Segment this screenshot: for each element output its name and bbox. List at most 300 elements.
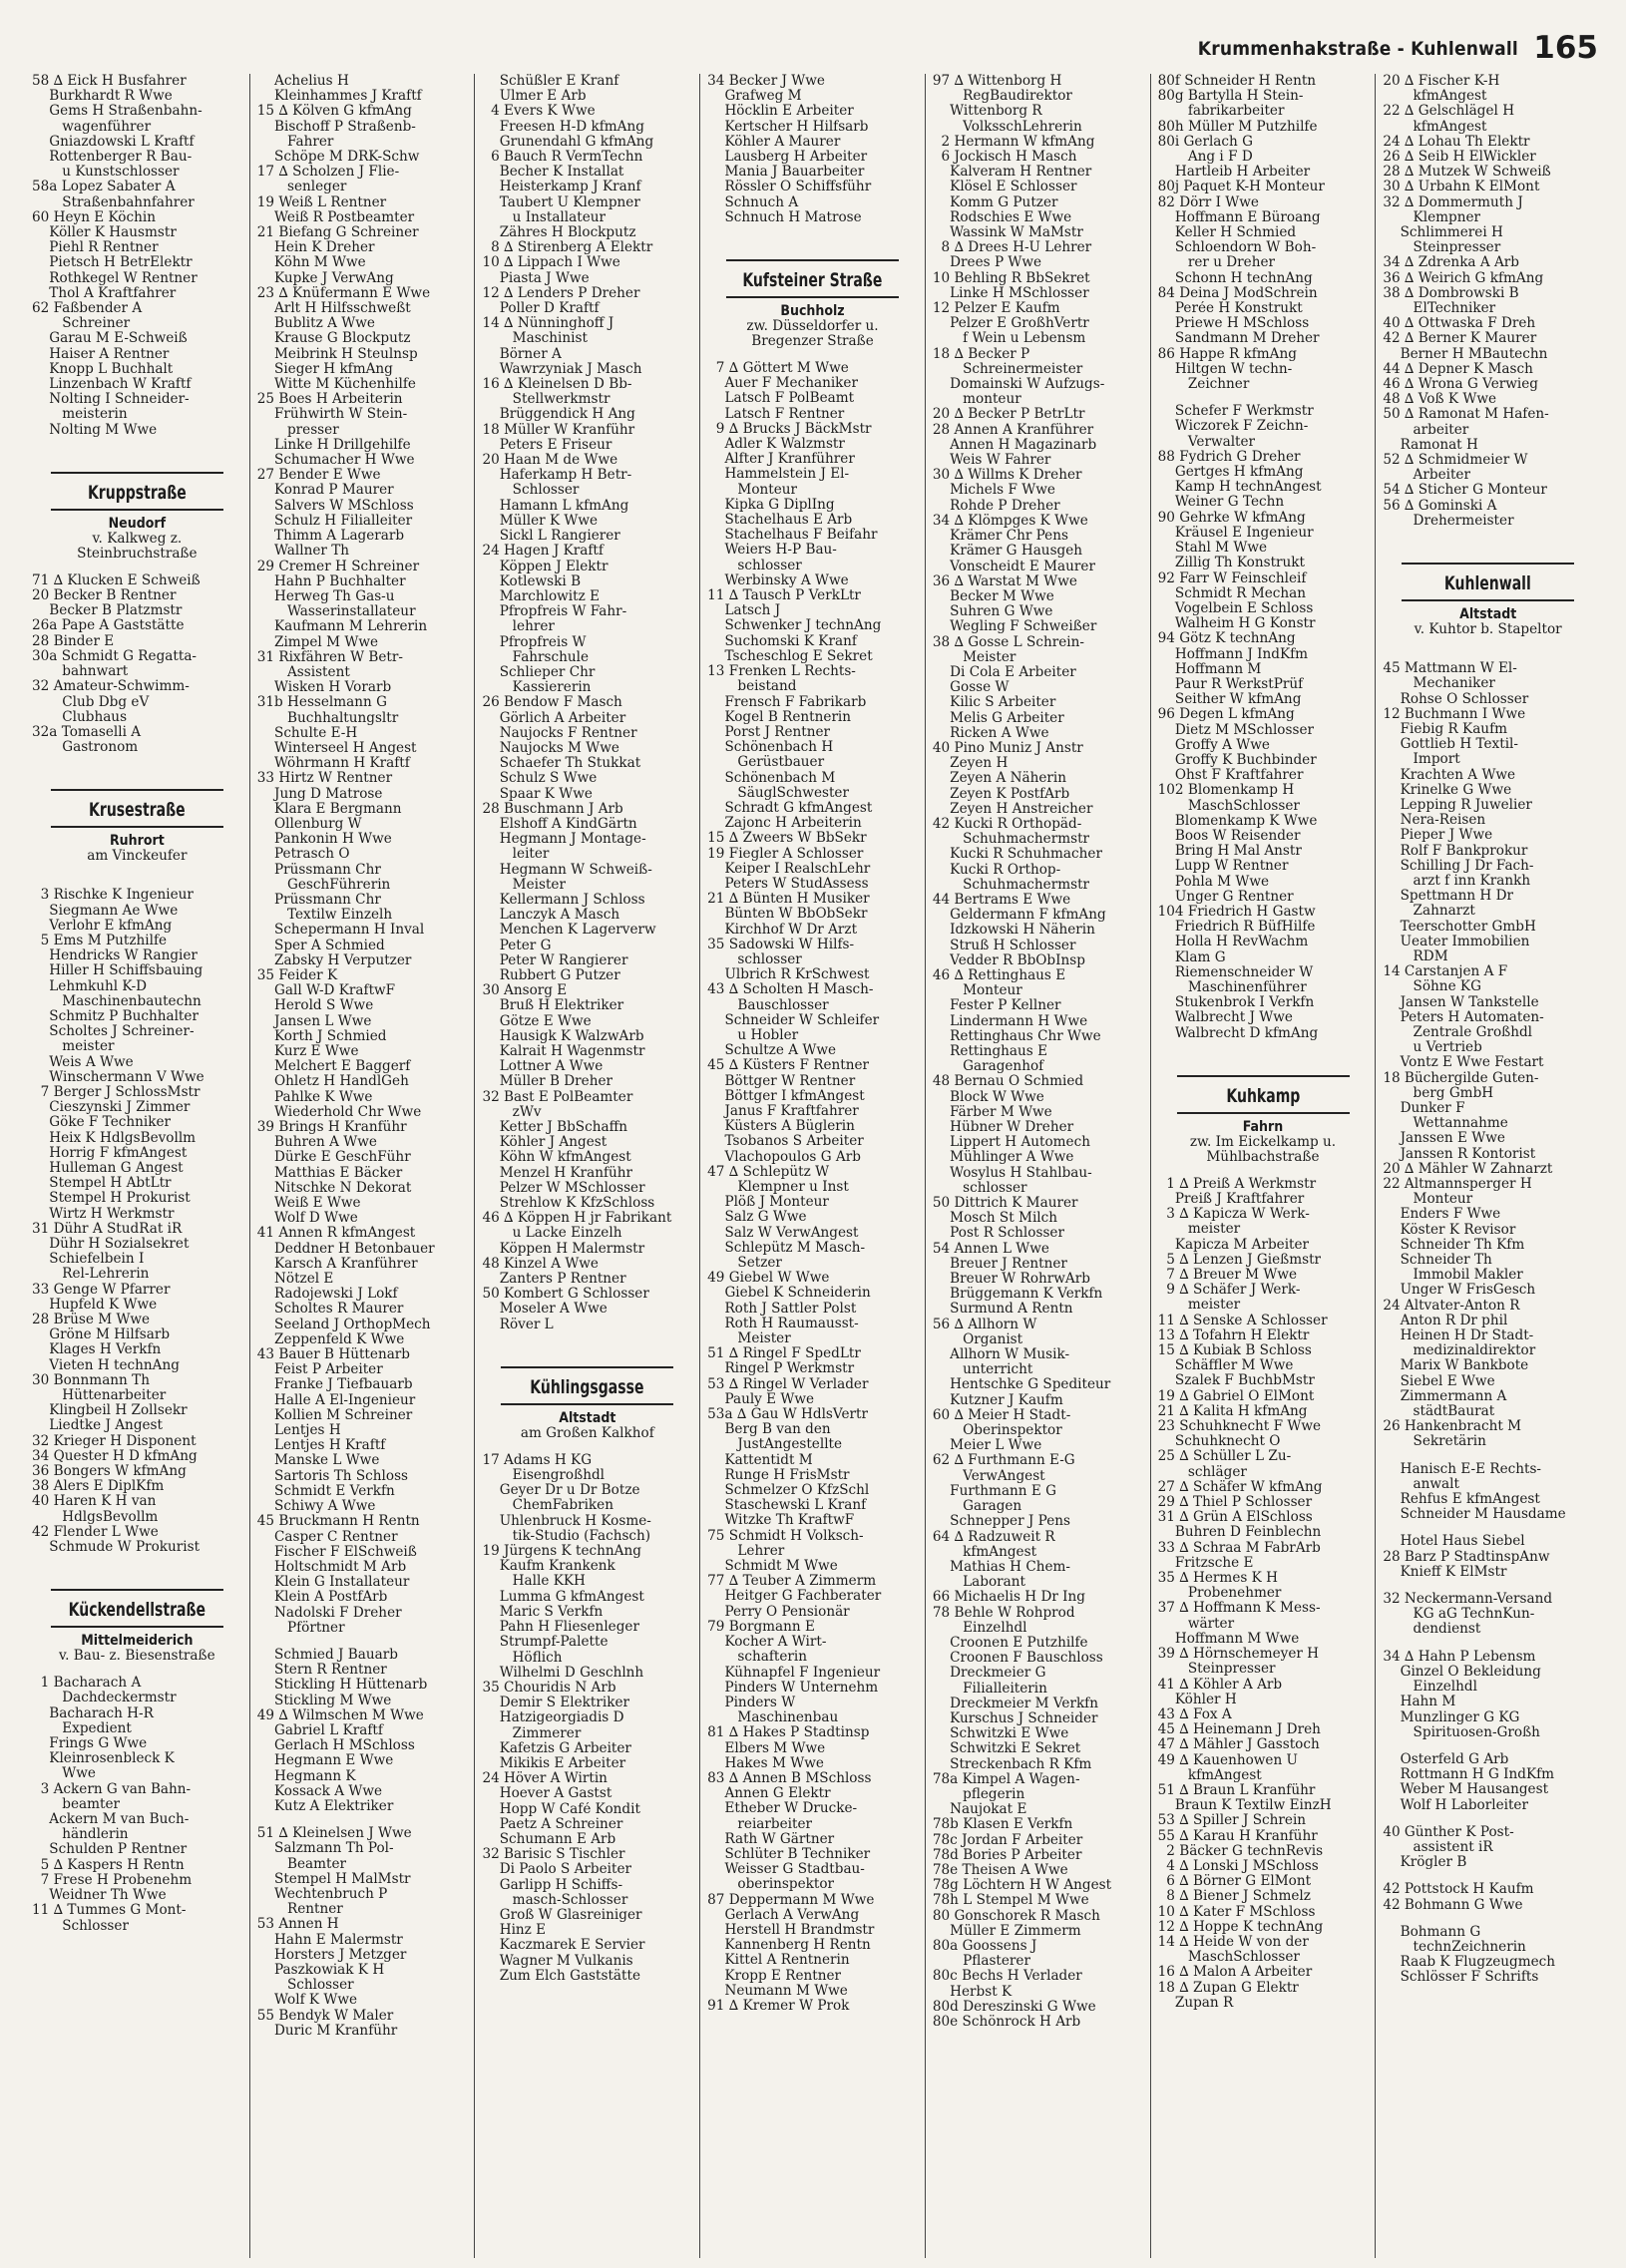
directory-entry: Club Dbg eV: [32, 694, 150, 710]
spacer: [32, 755, 242, 767]
directory-entry: fabrikarbeiter: [1157, 104, 1285, 120]
directory-entry: Halle A El-Ingenieur: [256, 1392, 416, 1408]
district-name: Fahrn: [1242, 1118, 1284, 1135]
directory-entry: 71 ∆ Klucken E Schweiß: [32, 572, 201, 588]
directory-entry: Cieszynski J Zimmer: [32, 1100, 191, 1116]
directory-entry: Paur R WerkstPrüf: [1157, 676, 1304, 692]
directory-entry: Rettinghaus E: [932, 1044, 1048, 1059]
directory-entry: Blomenkamp K Wwe: [1157, 813, 1318, 829]
directory-entry: 45 ∆ Küsters F Rentner: [707, 1058, 870, 1074]
directory-entry: Brüggendick H Ang: [482, 407, 635, 423]
directory-entry: 80e Schönrock H Arb: [932, 2015, 1081, 2030]
directory-entry: Komm G Putzer: [932, 194, 1058, 210]
directory-entry: städtBaurat: [1383, 1404, 1495, 1420]
directory-entry: Neumann M Wwe: [707, 1983, 848, 1999]
directory-entry: 35 Sadowski W Hilfs-: [707, 937, 855, 952]
directory-entry: Wechtenbruch P: [256, 1886, 388, 1902]
directory-entry: Heitger G Fachberater: [707, 1589, 882, 1605]
directory-entry: Anton R Dr phil: [1383, 1313, 1508, 1328]
directory-entry: Wisken H Vorarb: [256, 680, 392, 696]
directory-entry: Marchlowitz E: [482, 588, 600, 604]
directory-entry: wagenführer: [32, 119, 152, 135]
directory-entry: 21 ∆ Kalita H kfmAng: [1157, 1403, 1308, 1419]
spacer: [257, 1814, 468, 1826]
directory-entry: Schlosser: [482, 483, 580, 499]
directory-entry: 24 ∆ Lohau Th Elektr: [1383, 134, 1530, 150]
directory-entry: Melchert E Baggerf: [256, 1059, 411, 1075]
directory-entry: Werbinsky A Wwe: [707, 572, 849, 588]
directory-entry: presser: [256, 422, 339, 438]
directory-entry: Friedrich R BüfHilfe: [1157, 920, 1316, 936]
directory-entry: 4 ∆ Lonski J MSchloss: [1157, 1858, 1319, 1874]
directory-entry: Annen H Magazinarb: [932, 437, 1097, 453]
directory-entry: 12 Buchmann I Wwe: [1383, 706, 1526, 722]
spacer: [1383, 1870, 1593, 1882]
directory-entry: Zupan R: [1157, 1995, 1234, 2011]
spacer: [1383, 1913, 1593, 1925]
directory-entry: 16 ∆ Malon A Arbeiter: [1157, 1965, 1313, 1981]
directory-entry: Hüttenarbeiter: [32, 1388, 167, 1404]
directory-entry: 78g Löchtern H W Angest: [932, 1878, 1112, 1894]
directory-entry: Korth J Schmied: [256, 1028, 387, 1044]
directory-entry: Pieper J Wwe: [1383, 828, 1493, 844]
directory-entry: Hendricks W Rangier: [32, 948, 198, 964]
directory-entry: 34 Becker J Wwe: [707, 74, 825, 89]
directory-entry: Liedtke J Angest: [32, 1418, 163, 1434]
spacer: [1383, 541, 1593, 553]
directory-entry: Kirchhof W Dr Arzt: [707, 922, 858, 938]
directory-entry: Mühlinger A Wwe: [932, 1150, 1074, 1166]
directory-entry: Wassink W MaMstr: [932, 225, 1083, 241]
column-1: [30, 74, 249, 2258]
directory-entry: Ulbrich R KrSchwest: [707, 967, 870, 983]
directory-entry: Wawrzyniak J Masch: [482, 361, 642, 377]
directory-entry: Walbrecht J Wwe: [1157, 1010, 1293, 1026]
street-heading: Krusestraße: [51, 789, 223, 828]
directory-entry: 64 ∆ Radzuweit R: [932, 1529, 1055, 1545]
directory-entry: VolksschLehrerin: [932, 119, 1082, 135]
directory-entry: Demir S Elektriker: [482, 1696, 629, 1711]
directory-entry: Mania J Bauarbeiter: [707, 165, 865, 181]
directory-entry: Hegmann K: [256, 1768, 356, 1784]
directory-entry: Domainski W Aufzugs-: [932, 377, 1105, 393]
directory-entry: Spettmann H Dr: [1383, 889, 1513, 905]
directory-entry: 30a Schmidt G Regatta-: [32, 648, 198, 664]
directory-entry: 12 ∆ Lenders P Dreher: [482, 285, 640, 301]
directory-entry: Schlösser F Schrifts: [1383, 1970, 1539, 1986]
directory-entry: Nadolski F Dreher: [256, 1605, 402, 1621]
directory-entry: Scholtes J Schreiner-: [32, 1024, 195, 1040]
directory-entry: 78e Theisen A Wwe: [932, 1862, 1068, 1878]
directory-entry: Frings G Wwe: [32, 1736, 148, 1752]
directory-entry: Monteur: [932, 983, 1022, 999]
directory-entry: Nötzel E: [256, 1272, 334, 1288]
directory-entry: Hopp W Café Kondit: [482, 1801, 640, 1817]
spacer: [707, 349, 918, 361]
directory-entry: 32 Krieger H Disponent: [32, 1433, 197, 1449]
spacer: [707, 225, 918, 237]
directory-entry: 1 ∆ Preiß A Werkmstr: [1157, 1176, 1317, 1192]
directory-entry: 80c Bechs H Verlader: [932, 1969, 1082, 1985]
directory-entry: Rath W Gärtner: [707, 1831, 835, 1847]
directory-entry: Janssen R Kontorist: [1383, 1146, 1536, 1162]
directory-entry: 28 Binder E: [32, 633, 115, 649]
directory-entry: Keiper I RealschLehr: [707, 861, 871, 877]
directory-entry: Küsters A Büglerin: [707, 1119, 855, 1135]
directory-entry: 18 ∆ Zupan G Elektr: [1157, 1980, 1299, 1996]
directory-entry: u Hobler: [707, 1027, 799, 1043]
directory-entry: Organist: [932, 1331, 1023, 1347]
directory-entry: 6 Bauch R VermTechn: [482, 150, 643, 166]
directory-entry: anwalt: [1383, 1476, 1459, 1492]
directory-entry: Schmidt R Mechan: [1157, 585, 1307, 601]
directory-entry: Gniazdowski L Kraftf: [32, 134, 195, 150]
directory-entry: Schradt G kfmAngest: [707, 800, 873, 816]
directory-entry: Prüssmann Chr: [256, 892, 381, 908]
directory-entry: 102 Blomenkamp H: [1157, 783, 1295, 799]
directory-entry: 45 Bruckmann H Rentn: [256, 1514, 420, 1530]
directory-entry: Peters H Automaten-: [1383, 1009, 1544, 1025]
directory-entry: Croonen F Bauschloss: [932, 1651, 1103, 1667]
directory-entry: 92 Farr W Feinschleif: [1157, 570, 1307, 586]
directory-entry: Halle KKH: [482, 1574, 586, 1590]
directory-entry: Schefer F Werkmstr: [1157, 404, 1314, 420]
directory-entry: Staschewski L Kranf: [707, 1498, 867, 1514]
directory-entry: Marix W Bankbote: [1383, 1358, 1529, 1374]
directory-entry: Becher K Installat: [482, 165, 624, 181]
directory-entry: Rehfus E kfmAngest: [1383, 1492, 1540, 1508]
directory-entry: Buhren A Wwe: [256, 1135, 377, 1151]
directory-entry: monteur: [932, 392, 1021, 408]
directory-entry: 47 ∆ Mähler J Gasstoch: [1157, 1737, 1320, 1753]
directory-entry: Petrasch O: [256, 847, 350, 863]
directory-entry: Feist P Arbeiter: [256, 1362, 383, 1378]
spacer: [32, 438, 242, 450]
directory-entry: Siegmann Ae Wwe: [32, 903, 179, 919]
directory-entry: SäuglSchwester: [707, 785, 849, 801]
directory-entry: Gastronom: [32, 740, 139, 756]
directory-entry: 19 Fiegler A Schlosser: [707, 846, 864, 862]
directory-entry: 47 ∆ Schlepütz W: [707, 1164, 830, 1180]
column-5: [925, 74, 1150, 2258]
directory-entry: meister: [1157, 1222, 1241, 1238]
directory-entry: 53 ∆ Ringel W Verlader: [707, 1376, 869, 1392]
directory-entry: technZeichnerin: [1383, 1939, 1526, 1955]
directory-entry: Elbers M Wwe: [707, 1740, 826, 1756]
directory-entry: Schulz H Filialleiter: [256, 513, 413, 529]
column-6: [1150, 74, 1376, 2258]
spacer: [1158, 392, 1369, 404]
directory-entry: Kupke J VerwAng: [256, 270, 394, 286]
directory-entry: 17 ∆ Scholzen J Flie-: [256, 165, 400, 181]
directory-entry: 78d Bories P Arbeiter: [932, 1847, 1082, 1863]
directory-entry: Latsch F PolBeamt: [707, 391, 855, 407]
directory-entry: 14 ∆ Nünninghoff J: [482, 316, 614, 332]
directory-entry: Hegmann E Wwe: [256, 1753, 394, 1769]
directory-entry: Weidner Th Wwe: [32, 1888, 167, 1904]
column-3: [474, 74, 699, 2258]
directory-entry: Sper A Schmied: [256, 938, 385, 953]
directory-entry: Bublitz A Wwe: [256, 316, 375, 332]
directory-entry: 26 Bendow F Masch: [482, 695, 622, 711]
directory-entry: Rottmann H G IndKfm: [1383, 1767, 1555, 1783]
directory-entry: Köppen H Malermstr: [482, 1241, 645, 1257]
directory-entry: Bohmann G: [1383, 1924, 1481, 1940]
spacer: [1383, 1522, 1593, 1534]
directory-entry: 46 ∆ Köppen H jr Fabrikant: [482, 1211, 672, 1227]
directory-entry: Expedient: [32, 1720, 132, 1736]
directory-entry: wärter: [1157, 1616, 1235, 1632]
spacer: [32, 864, 242, 876]
directory-entry: meister: [1157, 1298, 1241, 1314]
directory-entry: Krause G Blockputz: [256, 331, 411, 347]
directory-entry: Kleinrosenbleck K: [32, 1751, 175, 1767]
directory-entry: Sieger H kfmAng: [256, 361, 393, 377]
directory-entry: 97 ∆ Wittenborg H: [932, 74, 1062, 89]
directory-entry: 49 ∆ Kauenhowen U: [1157, 1752, 1298, 1768]
directory-entry: 48 Kinzel A Wwe: [482, 1256, 599, 1272]
directory-entry: Oberinspektor: [932, 1423, 1062, 1439]
directory-entry: Söhne KG: [1383, 979, 1481, 995]
directory-entry: Annen G Elektr: [707, 1786, 831, 1802]
street-heading: Kruppstraße: [51, 472, 223, 511]
directory-entry: Pahn H Fliesenleger: [482, 1620, 639, 1636]
directory-entry: Wiczorek F Zeichn-: [1157, 419, 1309, 435]
district-name: Mittelmeiderich: [81, 1633, 194, 1650]
directory-entry: Krinelke G Wwe: [1383, 782, 1512, 798]
directory-entry: Wiederhold Chr Wwe: [256, 1104, 422, 1120]
directory-entry: Herbst K: [932, 1984, 1013, 2000]
directory-entry: Suhren G Wwe: [932, 604, 1053, 620]
directory-entry: Herstell H Brandmstr: [707, 1922, 875, 1938]
directory-entry: 33 Hirtz W Rentner: [256, 771, 393, 787]
directory-entry: Prüssmann Chr: [256, 862, 381, 878]
directory-entry: Köhler J Angest: [482, 1135, 608, 1151]
directory-entry: Kamp H technAngest: [1157, 480, 1322, 496]
directory-entry: Kafetzis G Arbeiter: [482, 1740, 631, 1756]
directory-entry: Meister: [932, 649, 1016, 665]
directory-entry: u Installateur: [482, 209, 606, 225]
directory-entry: 19 ∆ Gabriel O ElMont: [1157, 1388, 1315, 1404]
directory-entry: Unger G Rentner: [1157, 889, 1294, 905]
directory-entry: 20 ∆ Fischer K-H: [1383, 74, 1500, 89]
spacer: [1383, 1450, 1593, 1462]
directory-entry: Vieten H technAng: [32, 1357, 180, 1373]
directory-entry: Plöß J Monteur: [707, 1195, 829, 1211]
directory-entry: Böttger W Rentner: [707, 1073, 856, 1089]
directory-entry: Garau M E-Schweiß: [32, 331, 188, 347]
directory-entry: Klages H Verkfn: [32, 1342, 162, 1358]
directory-entry: Vlachopoulos G Arb: [707, 1149, 861, 1165]
directory-entry: Wagner M Vulkanis: [482, 1953, 633, 1969]
directory-entry: bahnwart: [32, 664, 129, 680]
directory-entry: Hartleib H Arbeiter: [1157, 165, 1311, 181]
directory-entry: Idzkowski H Näherin: [932, 923, 1095, 939]
directory-entry: 42 Pottstock H Kaufm: [1383, 1882, 1534, 1898]
directory-entry: Horsters J Metzger: [256, 1947, 407, 1963]
directory-entry: Import: [1383, 752, 1460, 768]
directory-entry: Becker M Wwe: [932, 588, 1054, 604]
directory-entry: 27 ∆ Schäfer W kfmAng: [1157, 1479, 1323, 1495]
directory-entry: Kipka G DiplIng: [707, 497, 835, 513]
street-heading: Kückendellstraße: [51, 1589, 223, 1628]
directory-entry: beamter: [32, 1796, 120, 1812]
directory-entry: Beamter: [256, 1856, 347, 1872]
directory-entry: Riemenschneider W: [1157, 964, 1314, 980]
directory-entry: u Lacke Einzelh: [482, 1226, 622, 1242]
directory-entry: Post R Schlosser: [932, 1226, 1064, 1242]
directory-entry: Schloendorn W Boh-: [1157, 240, 1317, 256]
directory-entry: Hulleman G Angest: [32, 1160, 184, 1176]
directory-entry: Piehl R Rentner: [32, 240, 159, 256]
directory-entry: 37 ∆ Hoffmann K Mess-: [1157, 1601, 1321, 1617]
directory-entry: Wittenborg R: [932, 104, 1042, 120]
directory-entry: Paetz A Schreiner: [482, 1816, 623, 1832]
directory-entry: Lumma G kfmAngest: [482, 1589, 644, 1605]
directory-entry: kfmAngest: [1383, 119, 1487, 135]
directory-entry: 34 ∆ Zdrenka A Arb: [1383, 255, 1520, 271]
directory-entry: Szalek F BuchbMstr: [1157, 1373, 1315, 1389]
directory-entry: 48 Bernau O Schmied: [932, 1074, 1084, 1090]
directory-entry: 53 Annen H: [256, 1917, 339, 1933]
directory-entry: Witte M Küchenhilfe: [256, 377, 416, 393]
directory-entry: Kannenberg H Rentn: [707, 1938, 871, 1954]
directory-entry: 6 ∆ Börner G ElMont: [1157, 1874, 1312, 1890]
directory-entry: 5 ∆ Kaspers H Rentn: [32, 1857, 185, 1873]
directory-entry: Brüggemann K Verkfn: [932, 1287, 1103, 1303]
directory-entry: Pohla M Wwe: [1157, 874, 1270, 890]
directory-entry: Dühr H Sozialsekret: [32, 1236, 190, 1252]
directory-entry: 32 Amateur-Schwimm-: [32, 679, 190, 695]
directory-entry: Ramonat H: [1383, 437, 1478, 453]
directory-entry: Walheim H G Konstr: [1157, 616, 1316, 632]
directory-entry: Kattentidt M: [707, 1452, 813, 1468]
directory-entry: Schmied J Bauarb: [256, 1647, 398, 1663]
directory-entry: Rössler O Schiffsführ: [707, 180, 872, 195]
directory-entry: Osterfeld G Arb: [1383, 1751, 1509, 1767]
directory-entry: 42 Bohmann G Wwe: [1383, 1897, 1523, 1913]
directory-entry: HdlgsBevollm: [32, 1509, 159, 1525]
directory-entry: Bacharach H-R: [32, 1705, 154, 1721]
directory-entry: 49 Giebel W Wwe: [707, 1271, 830, 1287]
directory-entry: 8 ∆ Stirenberg A Elektr: [482, 240, 653, 256]
directory-entry: Salvers W MSchloss: [256, 498, 414, 514]
directory-entry: Müller E Zimmerm: [932, 1923, 1081, 1939]
directory-entry: medizinaldirektor: [1383, 1343, 1536, 1359]
street-extent: am Vinckeufer: [87, 848, 188, 865]
directory-entry: Breuer W RohrwArb: [932, 1272, 1090, 1288]
directory-entry: Kropp E Rentner: [707, 1968, 842, 1984]
running-head: Krummenhakstraße - Kuhlenwall: [1197, 38, 1518, 60]
directory-entry: 26 Hankenbracht M: [1383, 1419, 1522, 1435]
directory-entry: Klara E Bergmann: [256, 801, 402, 817]
directory-entry: Maric S Verkfn: [482, 1604, 604, 1620]
directory-entry: 53a ∆ Gau W HdlsVertr: [707, 1407, 868, 1423]
directory-entry: rer u Dreher: [1157, 255, 1276, 271]
directory-entry: Siebel E Wwe: [1383, 1373, 1495, 1389]
directory-entry: 8 ∆ Drees H-U Lehrer: [932, 240, 1092, 256]
district-name: Ruhrort: [109, 833, 165, 850]
street-extent: v. Kalkweg z.: [92, 530, 183, 547]
directory-entry: Heisterkamp J Kranf: [482, 180, 641, 195]
directory-entry: Schulden P Rentner: [32, 1842, 188, 1858]
directory-entry: Linke H Drillgehilfe: [256, 437, 411, 453]
directory-entry: 31 ∆ Grün A ElSchloss: [1157, 1510, 1313, 1526]
directory-entry: 44 ∆ Depner K Masch: [1383, 361, 1533, 377]
directory-entry: 80f Schneider H Rentn: [1157, 74, 1317, 89]
directory-entry: 14 ∆ Heide W von der: [1157, 1934, 1309, 1950]
directory-entry: Vontz E Wwe Festart: [1383, 1055, 1544, 1071]
directory-entry: händlerin: [32, 1827, 129, 1843]
directory-entry: kfmAngest: [932, 1544, 1037, 1560]
directory-entry: 11 ∆ Tummes G Mont-: [32, 1903, 187, 1919]
directory-entry: Hotel Haus Siebel: [1383, 1534, 1525, 1550]
directory-entry: dendienst: [1383, 1622, 1481, 1638]
spacer: [257, 1636, 468, 1648]
directory-entry: Sekretärin: [1383, 1434, 1486, 1450]
directory-entry: Schmidt M Wwe: [707, 1559, 838, 1575]
directory-entry: Garlipp H Schiffs-: [482, 1877, 623, 1893]
directory-entry: unterricht: [932, 1362, 1033, 1378]
directory-entry: Linzenbach W Kraftf: [32, 377, 192, 393]
directory-entry: Adler K Walzmstr: [707, 437, 845, 453]
page-header: [40, 30, 1598, 66]
directory-entry: Lentjes H Kraftf: [256, 1438, 386, 1454]
page-number: 165: [1533, 30, 1598, 66]
directory-entry: Surmund A Rentn: [932, 1302, 1073, 1318]
directory-entry: Berg B van den: [707, 1422, 831, 1438]
directory-entry: 7 ∆ Breuer M Wwe: [1157, 1268, 1298, 1284]
directory-entry: Latsch F Rentner: [707, 406, 845, 422]
directory-entry: 1 Bacharach A: [32, 1676, 142, 1692]
directory-entry: Jansen L Wwe: [256, 1013, 372, 1029]
directory-entry: Schwitzki E Wwe: [932, 1726, 1069, 1742]
directory-entry: Rel-Lehrerin: [32, 1267, 150, 1283]
directory-entry: 53 ∆ Spiller J Schrein: [1157, 1813, 1307, 1829]
directory-entry: Achelius H: [256, 74, 349, 89]
directory-entry: Schmitz P Buchhalter: [32, 1008, 199, 1024]
directory-entry: Fahrschule: [482, 649, 590, 665]
directory-entry: Groffy K Buchbinder: [1157, 752, 1317, 768]
directory-entry: Heix K HdlgsBevollm: [32, 1130, 197, 1146]
directory-entry: Schaefer Th Stukkat: [482, 756, 641, 772]
directory-entry: Sickl L Rangierer: [482, 529, 620, 545]
directory-entry: 56 ∆ Gominski A: [1383, 498, 1497, 514]
directory-entry: 26 ∆ Seib H ElWickler: [1383, 150, 1536, 166]
directory-entry: Winterseel H Angest: [256, 740, 417, 756]
directory-entry: RDM: [1383, 948, 1448, 964]
directory-entry: Kilic S Arbeiter: [932, 695, 1056, 711]
directory-columns: [30, 74, 1600, 2258]
directory-entry: Meister: [707, 1331, 791, 1347]
directory-entry: Freesen H-D kfmAng: [482, 119, 644, 135]
directory-entry: Maschinist: [482, 331, 588, 347]
directory-entry: Immobil Makler: [1383, 1268, 1523, 1284]
directory-entry: Pauly E Wwe: [707, 1391, 815, 1407]
directory-entry: Naujokat E: [932, 1802, 1027, 1818]
directory-entry: 28 Buschmann J Arb: [482, 801, 623, 817]
directory-entry: schlosser: [707, 951, 802, 967]
directory-entry: Monteur: [707, 482, 798, 498]
directory-entry: masch-Schlosser: [482, 1892, 628, 1908]
directory-entry: Salz W VerwAngest: [707, 1225, 859, 1241]
spacer: [32, 767, 242, 779]
street-heading: Kuhlenwall: [1402, 563, 1574, 601]
directory-entry: Pinders W Unternehm: [707, 1680, 879, 1696]
directory-entry: Probenehmer: [1157, 1586, 1282, 1602]
directory-entry: Taubert U Klempner: [482, 194, 640, 210]
directory-entry: Zum Elch Gaststätte: [482, 1968, 641, 1984]
